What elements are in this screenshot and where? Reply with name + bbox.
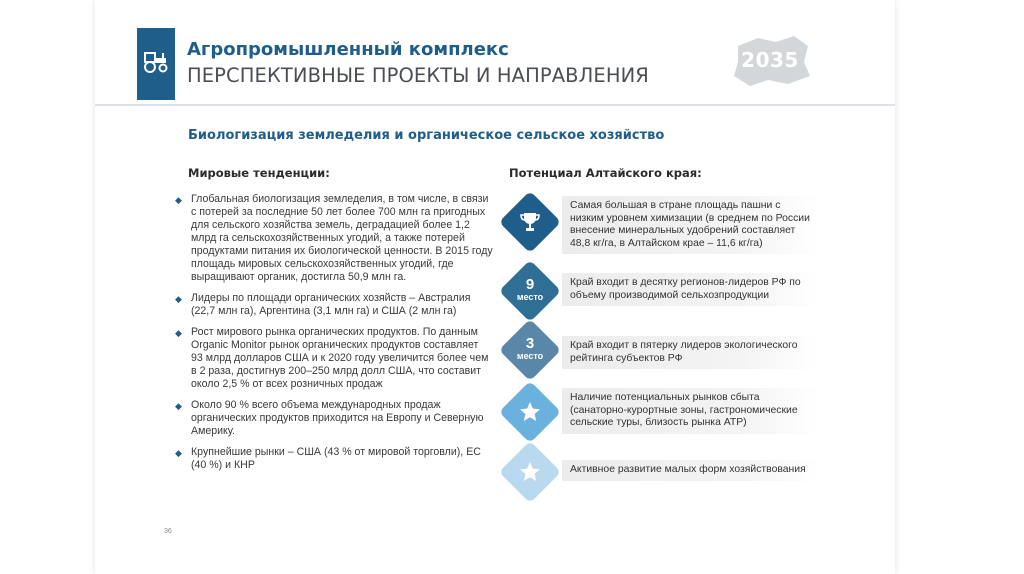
potential-item-text: Самая большая в стране площадь пашни с низким уровнем химизации (в среднем по России внесение минеральных удобрений составляет 48,8 кг/га, в Алтайском крае – 11,6 кг/га) xyxy=(562,196,821,254)
page-title: Агропромышленный комплекс xyxy=(187,39,509,60)
bullet-icon: ◆ xyxy=(175,195,182,205)
logo-2035 xyxy=(728,32,812,88)
bullet-icon: ◆ xyxy=(175,328,182,338)
potential-item-text: Наличие потенциальных рынков сбыта (санаторно-курортные зоны, гастрономические сельские туры, близость рынка АТР) xyxy=(562,388,821,434)
list-item: ◆ Около 90 % всего объема международных продаж органических продуктов приходится на Европу и Северную Америку. xyxy=(175,399,484,437)
list-item: ◆ Лидеры по площади органических хозяйств – Австралия (22,7 млн га), Аргентина (3,1 млн га) и США (2 млн га) xyxy=(175,292,471,317)
potential-item-1 xyxy=(500,196,830,256)
page-subtitle: ПЕРСПЕКТИВНЫЕ ПРОЕКТЫ И НАПРАВЛЕНИЯ xyxy=(187,64,649,87)
list-item: ◆ Глобальная биологизация земледелия, в том числе, в связи с потерей за последние 50 лет более 700 млн га пригодных для сельского хозяйства земель, деградацией более 1,2 млрд га сельскохозяйственных угодий, а также потерей продуктами питания их биологической ценности. В 2015 году площадь мировых сельскохозяйственных угодий, где выращивают органик, достигла 50,9 млн га. xyxy=(175,193,493,283)
trophy-icon xyxy=(500,196,560,248)
potential-item-5 xyxy=(500,446,830,506)
potential-item-text: Край входит в десятку регионов-лидеров РФ по объему производимой сельхозпродукции xyxy=(562,273,821,306)
rank-badge: 3 место xyxy=(516,335,544,361)
star-icon xyxy=(500,446,560,498)
rank-badge: 9 место xyxy=(516,276,544,302)
bullet-icon: ◆ xyxy=(175,448,182,458)
potential-item-text: Активное развитие малых форм хозяйствования xyxy=(562,460,821,481)
bullet-icon: ◆ xyxy=(175,294,182,304)
list-item: ◆ Крупнейшие рынки – США (43 % от мировой торговли), ЕС (40 %) и КНР xyxy=(175,446,481,471)
potential-item-2 xyxy=(500,265,830,325)
list-item: ◆ Рост мирового рынка органических продуктов. По данным Organic Monitor рынок органических продуктов составляет 93 млрд долларов США и к 2020 году увеличится более чем в 2 раза, достигнув 200–250 млрд долл США, что составит около 2,5 % от всех розничных продаж xyxy=(175,326,489,390)
trends-list xyxy=(175,193,493,480)
potential-item-3 xyxy=(500,324,830,384)
left-column-heading: Мировые тенденции: xyxy=(188,166,330,180)
tractor-icon xyxy=(142,50,170,79)
logo-text: 2035 xyxy=(741,48,799,72)
potential-item-text: Край входит в пятерку лидеров экологического рейтинга субъектов РФ xyxy=(562,336,821,369)
star-icon xyxy=(500,386,560,438)
header-icon-band xyxy=(137,28,175,100)
page-number: 36 xyxy=(164,528,172,535)
right-column-heading: Потенциал Алтайского края: xyxy=(509,166,702,180)
potential-item-4 xyxy=(500,386,830,446)
section-title: Биологизация земледелия и органическое сельское хозяйство xyxy=(188,128,665,143)
bullet-icon: ◆ xyxy=(175,401,182,411)
